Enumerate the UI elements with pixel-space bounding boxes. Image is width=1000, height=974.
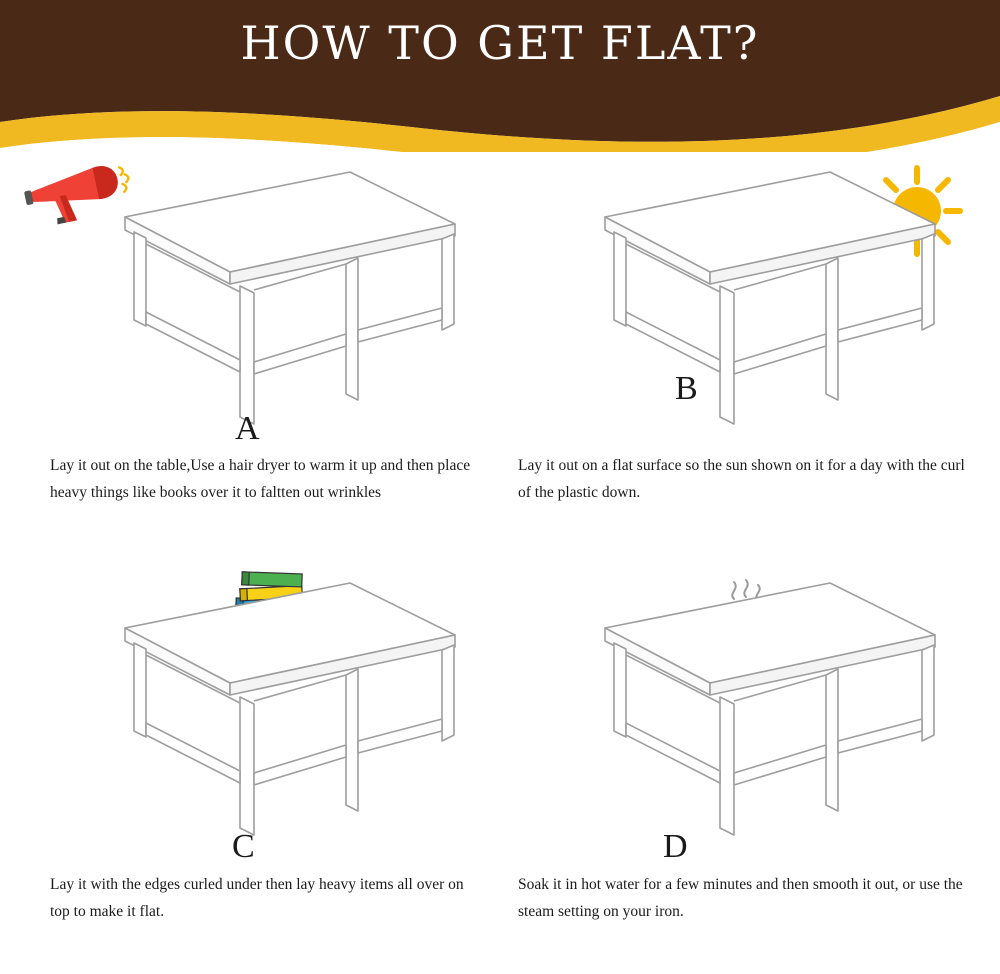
- step-panel-d: [500, 563, 980, 974]
- step-b-caption: Lay it out on a flat surface so the sun shown on it for a day with the curl of the plastic down.: [518, 457, 965, 502]
- step-b-letter: B: [675, 370, 698, 407]
- step-c-illustration: [20, 563, 500, 893]
- page-title: HOW TO GET FLAT?: [240, 16, 760, 70]
- step-panel-a: [20, 152, 500, 563]
- step-a-illustration: [20, 152, 500, 482]
- step-d-caption: Soak it in hot water for a few minutes and then smooth it out, or use the steam setting on your iron.: [518, 876, 963, 921]
- step-c-letter: C: [232, 828, 255, 865]
- step-a-letter: A: [235, 410, 260, 447]
- steps-grid: [0, 152, 1000, 974]
- table-line-drawing: [50, 573, 470, 873]
- step-c-caption: Lay it with the edges curled under then lay heavy items all over on top to make it flat.: [50, 876, 464, 921]
- page-header: [0, 0, 1000, 152]
- table-line-drawing: [530, 162, 950, 462]
- step-b-illustration: [500, 152, 980, 482]
- step-panel-c: [20, 563, 500, 974]
- step-d-letter: D: [663, 828, 688, 865]
- step-panel-b: [500, 152, 980, 563]
- step-a-caption: Lay it out on the table,Use a hair dryer to warm it up and then place heavy things like books over it to faltten out wrinkles: [50, 457, 471, 502]
- step-d-illustration: [500, 563, 980, 893]
- table-line-drawing: [50, 162, 470, 462]
- table-line-drawing: [530, 573, 950, 873]
